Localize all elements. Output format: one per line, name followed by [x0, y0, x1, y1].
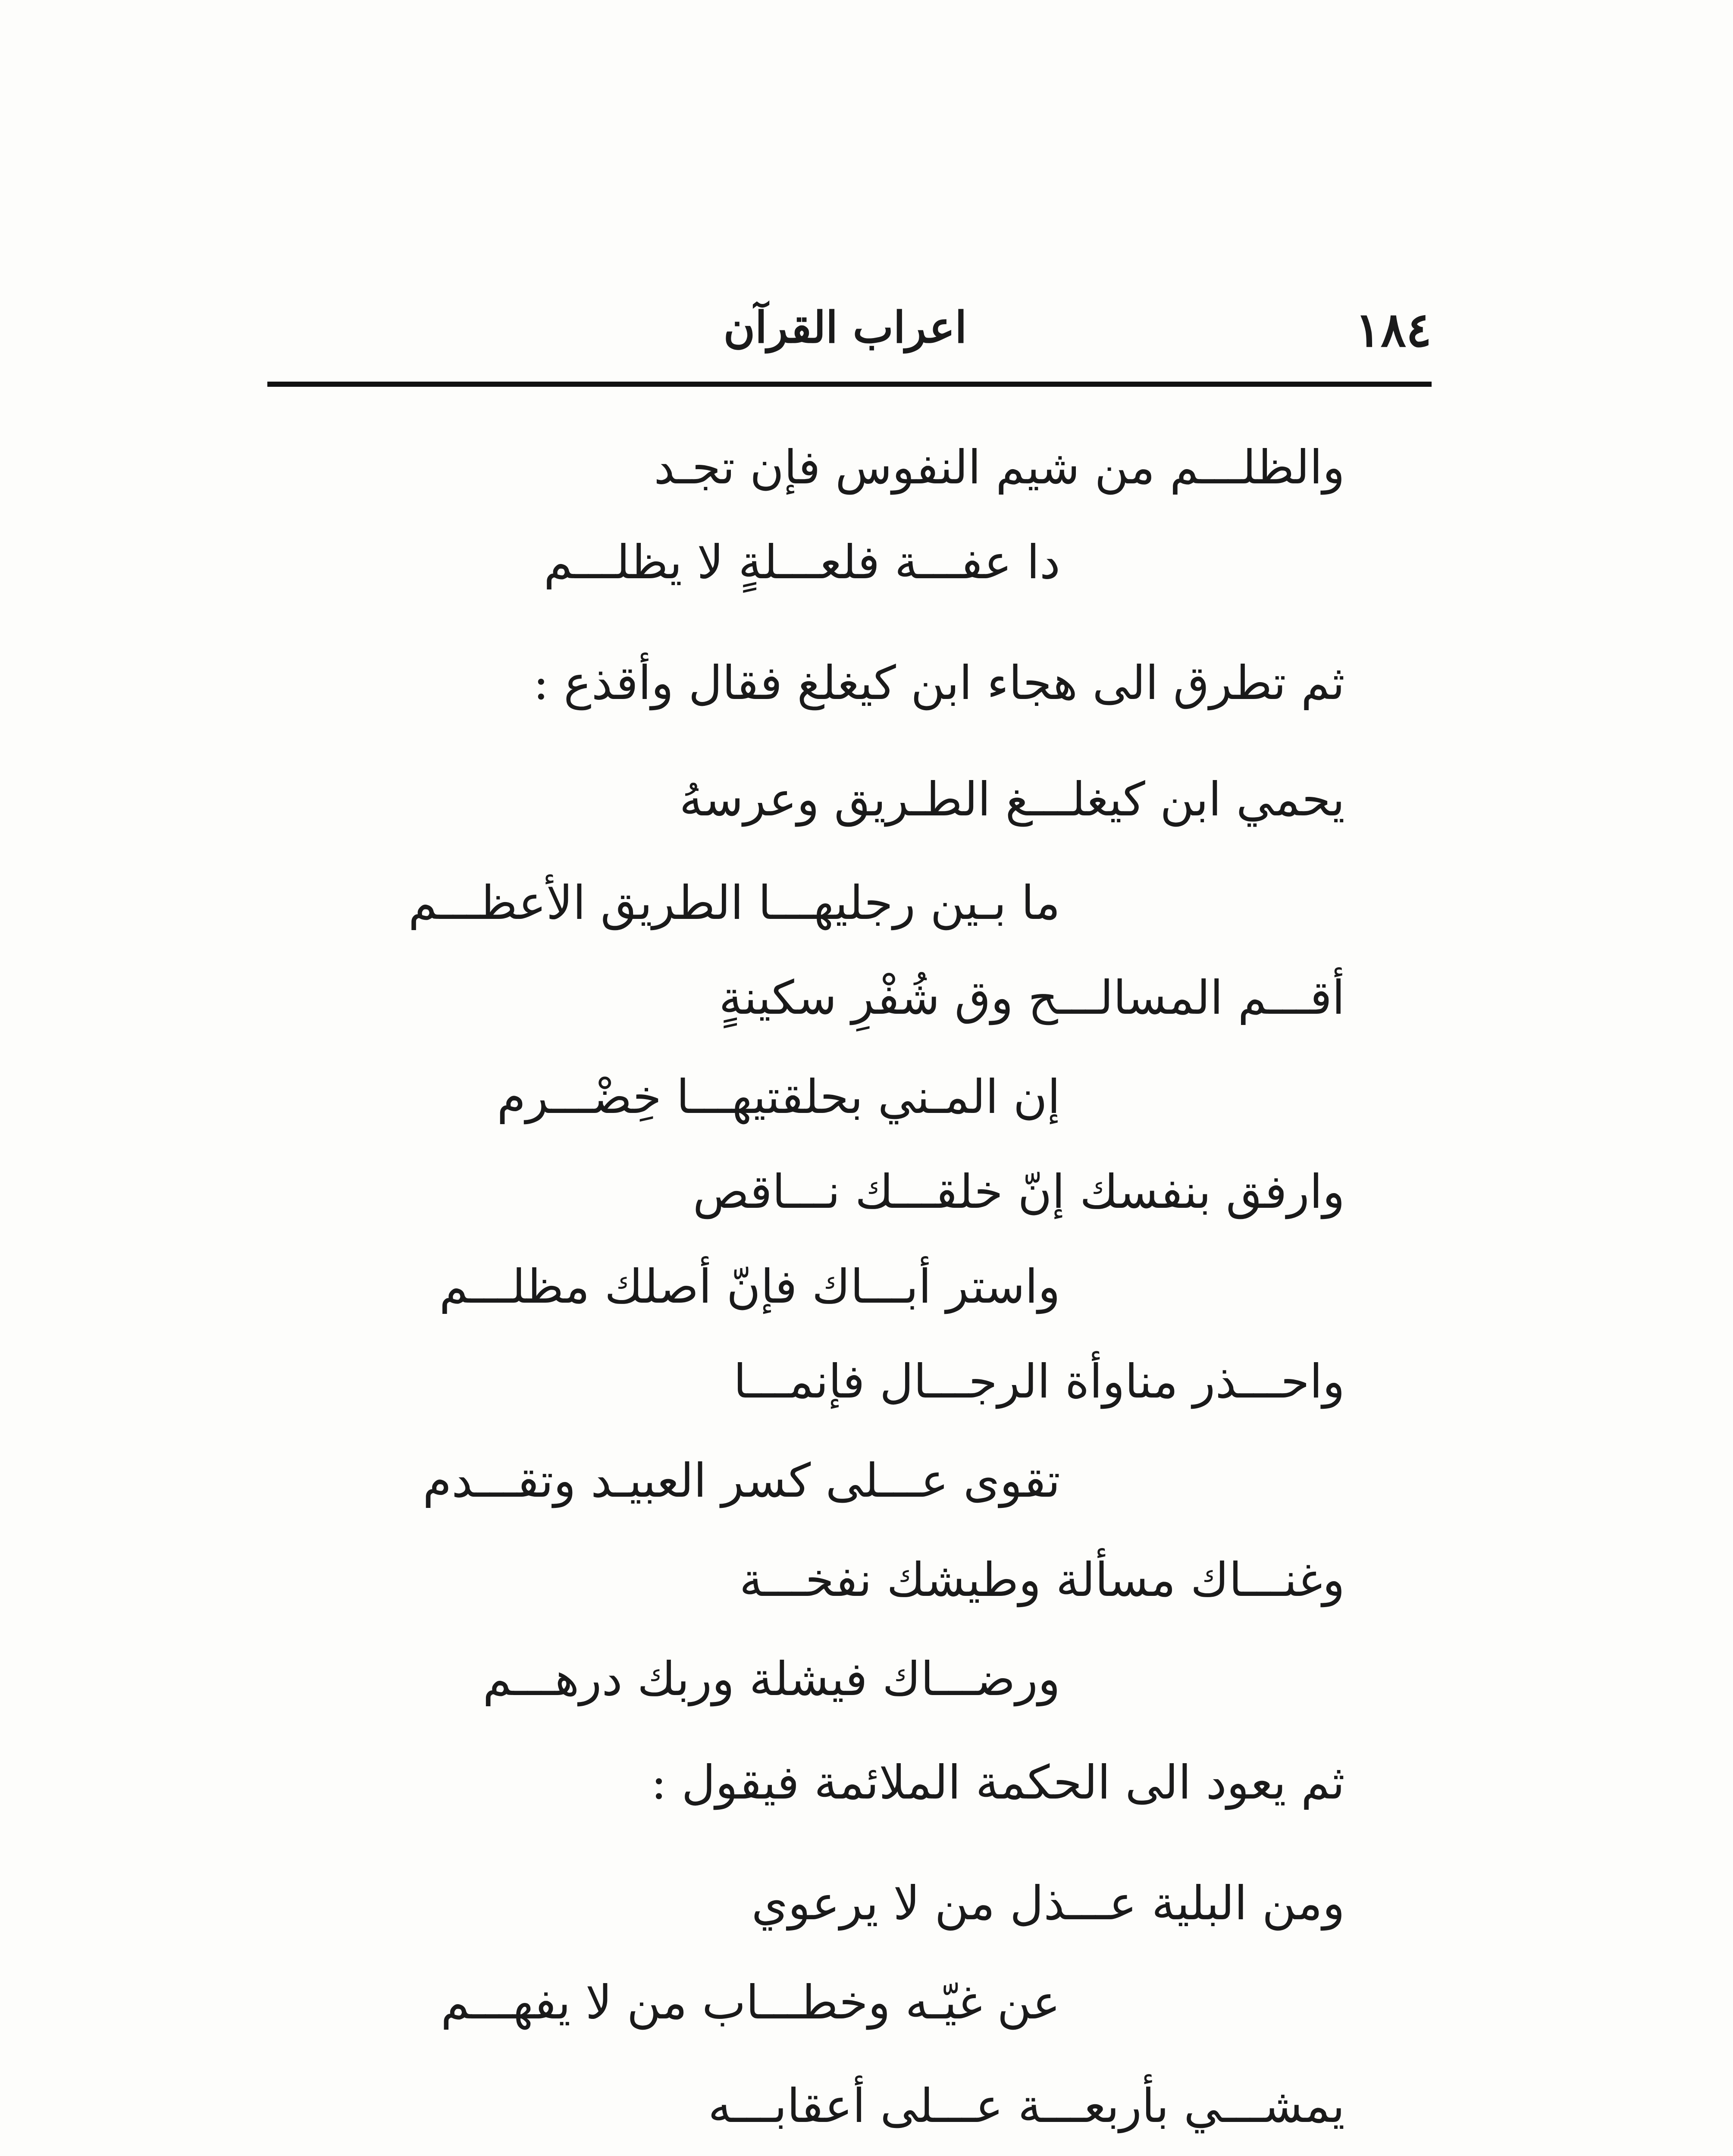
verse-line: وارفق بنفسك إنّ خلقـــك نـــاقص: [693, 1165, 1345, 1219]
verse-line: واستر أبـــاك فإنّ أصلك مظلـــم: [439, 1260, 1060, 1314]
verse-line: يمشـــي بأربعـــة عـــلى أعقابـــه: [708, 2079, 1345, 2133]
verse-line: يحمي ابن كيغلـــغ الطـريق وعرسهُ: [679, 773, 1345, 827]
verse-line: واحـــذر مناوأة الرجـــال فإنمـــا: [733, 1355, 1345, 1409]
verse-line: ومن البلية عـــذل من لا يرعوي: [751, 1877, 1345, 1930]
verse-line: وغنـــاك مسألة وطيشك نفخـــة: [739, 1553, 1345, 1607]
prose-line: ثم تطرق الى هجاء ابن كيغلغ فقال وأقذع :: [533, 656, 1345, 710]
header-rule: [267, 382, 1432, 387]
running-title: اعراب القرآن: [723, 302, 967, 353]
verse-line: ورضـــاك فيشلة وربك درهـــم: [483, 1652, 1060, 1706]
verse-line: ما بـين رجليهـــا الطريق الأعظـــم: [408, 876, 1060, 930]
verse-line: تقوى عـــلى كسر العبيـد وتقـــدم: [423, 1454, 1060, 1508]
page-header: [267, 302, 1432, 379]
verse-line: إن المـني بحلقتيهـــا خِضْـــرم: [497, 1070, 1060, 1124]
prose-line: ثم يعود الى الحكمة الملائمة فيقول :: [651, 1756, 1345, 1810]
verse-line: عن غيّـه وخطـــاب من لا يفهـــم: [441, 1976, 1060, 2030]
verse-line: دا عفـــة فلعـــلةٍ لا يظلـــم: [543, 536, 1060, 589]
verse-line: والظلـــم من شيم النفوس فإن تجـد: [654, 441, 1345, 495]
verse-line: أقـــم المسالـــح وق شُفْرِ سكينةٍ: [719, 971, 1345, 1025]
page-number: ١٨٤: [1355, 302, 1432, 357]
